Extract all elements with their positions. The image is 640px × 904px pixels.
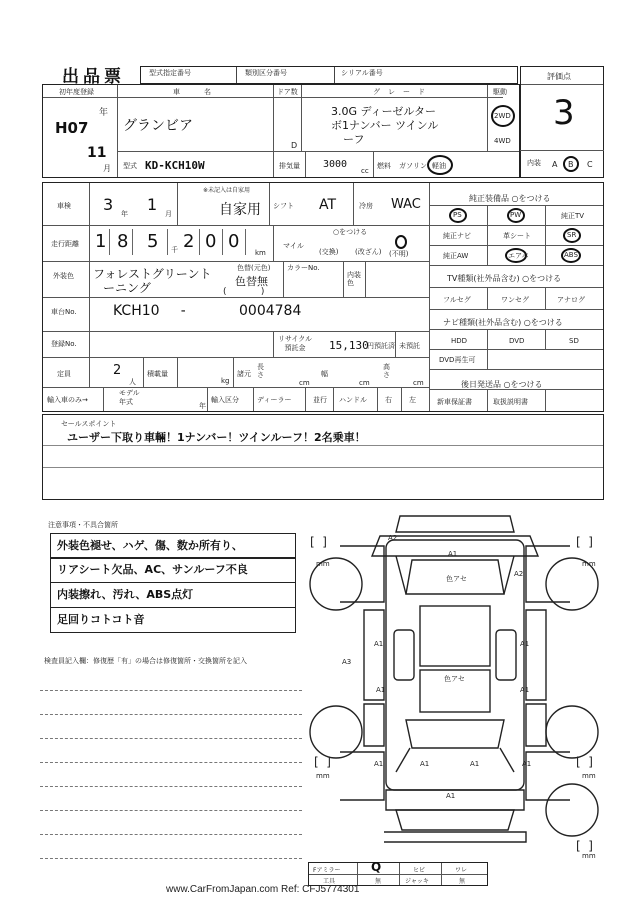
damage-mark-11: A1: [374, 760, 384, 768]
dims-length-unit: cm: [299, 379, 310, 387]
damage-mark-10: 色アセ: [444, 675, 465, 683]
load-label: 積載量: [147, 370, 168, 378]
warranty-book: 新車保証書: [437, 398, 472, 406]
fuel-label: 燃料: [377, 162, 391, 170]
equip-aw: 純正AW: [443, 252, 469, 260]
color-change-value: 色替無: [235, 275, 268, 288]
first-registration-label: 初年度登録: [59, 88, 94, 96]
chassis-number: 0004784: [239, 303, 302, 319]
dims-length: 長さ: [257, 363, 264, 379]
car-name: グランビア: [123, 118, 193, 134]
svg-text:[ ]: [ ]: [576, 839, 593, 853]
note-item-1: 外装色褪せ、ハゲ、傷、数か所有り、: [50, 533, 296, 559]
vehicle-info-box: [42, 84, 520, 178]
handle-label: ハンドル: [339, 396, 367, 404]
month-unit: 月: [103, 164, 111, 173]
aftermarket-label: 後日発送品 ○をつける: [461, 380, 543, 389]
dims-width-unit: cm: [359, 379, 370, 387]
mileage-mile: マイル: [283, 242, 304, 250]
manual-book: 取扱説明書: [493, 398, 528, 406]
note-item-2: リアシート欠品、AC、サンルーフ不良: [50, 557, 296, 583]
damage-mark-1: A2: [388, 534, 398, 542]
detail-box: [42, 182, 604, 412]
model-label: 型式: [123, 162, 137, 170]
equip-leather: 革シート: [503, 232, 531, 240]
mileage-digit-5: 0: [205, 231, 217, 252]
chassis-prefix: KCH10: [113, 303, 160, 319]
color-change-note: 色替(元色): [237, 264, 271, 272]
damage-mark-8: A1: [376, 686, 386, 694]
mileage-digit-6: 0: [228, 231, 240, 252]
legend-tools-label: 工具: [323, 878, 336, 885]
import-type-label: 輸入区分: [211, 396, 239, 404]
doors-value: D: [291, 141, 298, 150]
sales-point-text: ユーザー下取り車輛！1ナンバー！ツインルーフ！2名乗車！: [67, 431, 366, 444]
tire-unit-rr: mm: [582, 772, 596, 780]
color-no-label: カラーNo.: [287, 264, 320, 272]
tire-unit-spare: mm: [582, 852, 596, 860]
displacement-unit: cc: [361, 167, 369, 175]
footer-watermark: www.CarFromJapan.com Ref: CFJ5774301: [166, 884, 360, 895]
mileage-digits: [91, 229, 269, 255]
chassis-dash: -: [179, 303, 188, 319]
dims-label: 諸元: [237, 370, 251, 378]
classification-label: 類別区分番号: [245, 69, 287, 77]
usage-note: ※未記入は自家用: [203, 187, 251, 194]
recycle-label: リサイクル預託金: [277, 335, 313, 352]
fuel-diesel: 軽油: [432, 162, 446, 170]
first-reg-year: H07: [55, 119, 89, 137]
registration-label: 登録No.: [51, 340, 77, 348]
capacity-unit: 人: [129, 378, 136, 386]
grade-label: グレード: [373, 88, 433, 96]
note-item-4: 足回りコトコト音: [50, 607, 296, 633]
model-value: KD-KCH10W: [145, 159, 205, 172]
recycle-status: 円預託済: [367, 342, 395, 350]
form-title: 出品票: [62, 67, 125, 87]
dims-height: 高さ: [383, 363, 390, 379]
inspection-month: 1: [147, 195, 158, 214]
tv-analog: アナログ: [557, 296, 585, 304]
legend-jack-value: 無: [459, 878, 466, 885]
interior-grade-b: B: [568, 160, 574, 169]
load-unit: kg: [221, 377, 230, 385]
mileage-digit-1: 1: [95, 231, 107, 252]
dims-height-unit: cm: [413, 379, 424, 387]
tire-unit-fl: mm: [316, 560, 330, 568]
notes-label: 注意事項・不具合箇所: [48, 521, 118, 529]
equip-sr: SR: [567, 231, 577, 239]
legend-jack-label: ジャッキ: [405, 878, 429, 885]
inspector-label: 検査員記入欄：修復歴「有」の場合は修復箇所・交換箇所を記入: [44, 657, 247, 665]
dims-width: 幅: [321, 370, 328, 378]
mileage-unknown-circle: [395, 235, 407, 249]
damage-mark-15: A1: [446, 792, 456, 800]
car-diagram: [300, 510, 610, 870]
mileage-unit: km: [255, 249, 266, 257]
serial-number-label: シリアル番号: [341, 69, 383, 77]
equip-tv: 純正TV: [561, 212, 585, 220]
color-label: 外装色: [53, 272, 74, 280]
damage-mark-2: A1: [448, 550, 458, 558]
capacity-label: 定員: [57, 370, 71, 378]
inspection-label: 車検: [57, 202, 71, 210]
tv-oneseg: ワンセグ: [501, 296, 529, 304]
svg-text:[ ]: [ ]: [310, 535, 327, 549]
drive-4wd: 4WD: [494, 137, 511, 145]
interior-grade-c: C: [587, 160, 593, 169]
usage-value: 自家用: [219, 202, 261, 218]
first-reg-month: 11: [87, 145, 107, 161]
displacement-label: 排気量: [279, 162, 300, 170]
ac-label: 冷房: [359, 202, 373, 210]
inspection-year-unit: 年: [121, 210, 128, 218]
recycle-unpaid: 未預託: [399, 342, 420, 350]
mileage-unknown: (不明): [389, 250, 409, 258]
damage-mark-7: A3: [342, 658, 352, 666]
mileage-digit-4: 2: [183, 231, 195, 252]
navi-dvd: DVD: [509, 337, 525, 345]
import-label: 輸入車のみ→: [47, 396, 88, 404]
interior-color-label: 内装色: [347, 271, 361, 287]
damage-mark-4: A2: [514, 570, 524, 578]
color-value-line-1: フォレストグリーント: [93, 267, 212, 281]
score-value: 3: [553, 93, 575, 133]
equip-navi: 純正ナビ: [443, 232, 471, 240]
legend-crack-label: ヒビ: [413, 867, 426, 874]
mileage-replaced: (交換): [319, 248, 339, 256]
note-item-3: 内装擦れ、汚れ、ABS点灯: [50, 582, 296, 608]
damage-mark-3: 色アセ: [446, 575, 467, 583]
chassis-label: 車台No.: [51, 308, 77, 316]
year-unit: 年: [99, 108, 109, 118]
equip-abs: ABS: [564, 251, 578, 259]
svg-text:[ ]: [ ]: [576, 535, 593, 549]
navi-hdd: HDD: [451, 337, 468, 345]
grade-line-1: 3.0G ディーゼルター: [331, 105, 436, 118]
doors-label: ドア数: [277, 88, 298, 96]
shift-label: シフト: [273, 202, 294, 210]
header-field-box: [140, 66, 518, 84]
damage-mark-14: A1: [522, 760, 532, 768]
capacity-value: 2: [113, 363, 122, 378]
mileage-digit-2: 8: [117, 231, 129, 252]
car-name-label: 車名: [173, 88, 235, 96]
equipment-label: 純正装備品 ○をつける: [469, 194, 551, 203]
import-dealer: ディーラー: [257, 396, 292, 404]
fuel-value: ガソリン: [399, 162, 427, 170]
mileage-note: ○をつける: [333, 228, 368, 236]
mileage-label: 走行距離: [51, 240, 79, 248]
handle-right: 右: [385, 396, 392, 404]
handle-left: 左: [409, 396, 416, 404]
tv-label: TV種類(社外品含む) ○をつける: [447, 274, 562, 283]
inspection-year: 3: [103, 195, 114, 214]
grade-line-3: ーフ: [343, 133, 365, 146]
model-year-unit: 年: [199, 402, 206, 410]
import-parallel: 並行: [313, 396, 327, 404]
mileage-digit-3: 5: [147, 231, 159, 252]
navi-dvd-playback: DVD再生可: [439, 356, 476, 364]
drive-label: 駆動: [493, 88, 507, 96]
legend-table: [308, 862, 488, 886]
sales-point-label: セールスポイント: [61, 420, 117, 428]
shift-value: AT: [319, 197, 337, 213]
legend-mirror-value: Q: [371, 860, 382, 874]
inspection-month-unit: 月: [165, 210, 172, 218]
svg-text:[ ]: [ ]: [576, 755, 593, 769]
legend-break-label: ワレ: [455, 867, 468, 874]
color-value-line-2: ーニング: [103, 281, 151, 295]
legend-mirror-label: Fアミラー: [313, 867, 341, 874]
score-label: 評価点: [547, 72, 571, 81]
damage-mark-12: A1: [420, 760, 430, 768]
displacement-value: 3000: [323, 159, 348, 170]
damage-mark-13: A1: [470, 760, 480, 768]
tire-unit-fr: mm: [582, 560, 596, 568]
damage-mark-5: A1: [374, 640, 384, 648]
color-change-paren: ( ): [223, 287, 265, 297]
equip-pw: PW: [510, 211, 522, 219]
tire-unit-rl: mm: [316, 772, 330, 780]
drive-2wd: 2WD: [494, 112, 511, 120]
svg-text:[ ]: [ ]: [314, 755, 331, 769]
navi-sd: SD: [569, 337, 579, 345]
ac-value: WAC: [391, 197, 421, 212]
type-designation-label: 型式指定番号: [149, 69, 191, 77]
tv-fullseg: フルセグ: [443, 296, 471, 304]
interior-grade-a: A: [552, 160, 558, 169]
equip-ps: PS: [453, 211, 462, 219]
mileage-thousand: 千: [171, 246, 178, 254]
interior-label: 内装: [527, 159, 541, 167]
recycle-value: 15,130: [329, 339, 369, 352]
damage-mark-6: A1: [520, 640, 530, 648]
navi-label: ナビ種類(社外品含む) ○をつける: [443, 318, 563, 327]
grade-line-2: ボ1ナンバー ツインル: [331, 119, 439, 132]
mileage-tampered: (改ざん): [355, 248, 382, 256]
sales-point-box: [42, 414, 604, 500]
legend-tools-value: 無: [375, 878, 382, 885]
equip-airbag: エアバ: [508, 252, 529, 260]
damage-mark-9: A1: [520, 686, 530, 694]
model-year-label: モデル年式: [119, 389, 140, 406]
